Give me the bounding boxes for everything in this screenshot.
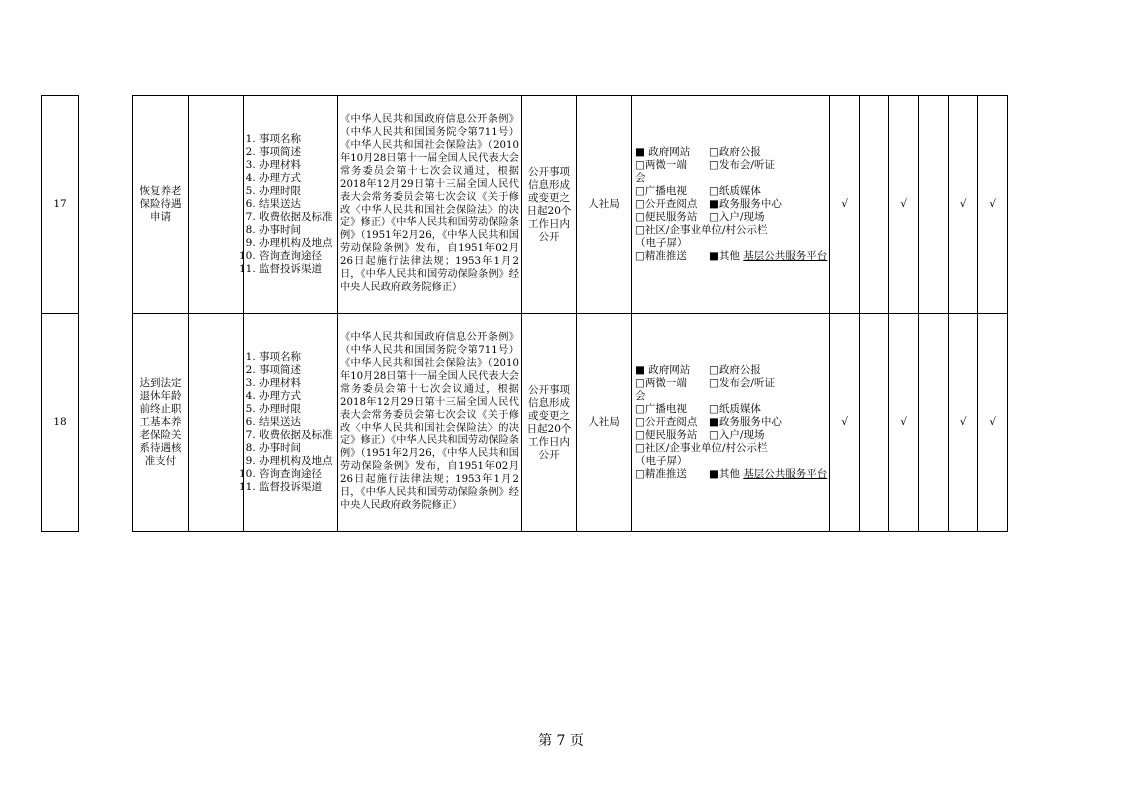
list-item: 8. 办事时间 (259, 224, 337, 237)
list-item: 9. 办理机构及地点 (259, 455, 337, 468)
channel-station: □便民服务站 (635, 211, 698, 223)
channel-reading: □公开查阅点 (635, 416, 698, 428)
channel-push: □精准推送 (635, 468, 687, 480)
list-item: 9. 办理机构及地点 (259, 237, 337, 250)
channel-center: ■政务服务中心 (709, 198, 782, 210)
check-cell: √ (949, 96, 978, 314)
channel-paper: □纸质媒体 (709, 403, 761, 415)
list-item: 8. 办事时间 (259, 442, 337, 455)
blank-cell (79, 314, 133, 532)
list-item: 7. 收费依据及标准 (259, 429, 337, 442)
disclosure-timing: 公开事项信息形成或变更之日起20个工作日内公开 (522, 96, 577, 314)
channel-push: □精准推送 (635, 250, 687, 262)
list-item: 4. 办理方式 (259, 390, 337, 403)
check-cell: √ (978, 96, 1008, 314)
responsible-dept: 人社局 (577, 96, 632, 314)
legal-basis: 《中华人民共和国政府信息公开条例》（中华人民共和国国务院令第711号）《中华人民共和国社会保险法》（2010年10月28日第十一届全国人民代表大会常务委员会第十七次会议通过，根据2018年12月29日第十三届全国人民代表大会常务委员会第七次会议《关于修改〈中华人民共和国社会保险法〉的决定》修正）《中华人民共和国劳动保险条例》（1951年2月26，《中华人民共和国劳动保险条例》发布，自1951年02月26日起施行法律法规；1953年1月2日，《中华人民共和国劳动保险条例》经中央人民政府政务院修正） (338, 314, 522, 532)
disclosure-items (244, 314, 338, 532)
channel-radio: □广播电视 (635, 185, 687, 197)
check-cell: √ (830, 96, 860, 314)
table-row (42, 96, 1008, 314)
channel-press-cont: 会 (635, 390, 646, 402)
list-item: 1. 事项名称 (259, 133, 337, 146)
channel-visit: □入户/现场 (709, 429, 765, 441)
list-item: 10. 咨询查询途径 (259, 468, 337, 481)
channel-screen: （电子屏） (635, 237, 688, 249)
disclosure-items (244, 96, 338, 314)
blank-cell (79, 96, 133, 314)
blank-cell (189, 96, 244, 314)
channel-radio: □广播电视 (635, 403, 687, 415)
item-name: 恢复养老保险待遇申请 (133, 96, 189, 314)
check-cell (860, 314, 889, 532)
channel-gazette: □政府公报 (709, 364, 761, 376)
channel-press: □发布会/听证 (709, 159, 775, 171)
page-number: 第 7 页 (538, 733, 584, 749)
disclosure-channels (632, 96, 830, 314)
list-item: 4. 办理方式 (259, 172, 337, 185)
check-cell: √ (978, 314, 1008, 532)
blank-cell (189, 314, 244, 532)
list-item: 7. 收费依据及标准 (259, 211, 337, 224)
row-number: 17 (42, 96, 79, 314)
channel-station: □便民服务站 (635, 429, 698, 441)
channel-center: ■政务服务中心 (709, 416, 782, 428)
list-item: 11. 监督投诉渠道 (259, 263, 337, 276)
channel-screen: （电子屏） (635, 455, 688, 467)
channel-other: ■其他 (709, 250, 740, 262)
channel-press: □发布会/听证 (709, 377, 775, 389)
check-cell (860, 96, 889, 314)
responsible-dept: 人社局 (577, 314, 632, 532)
list-item: 11. 监督投诉渠道 (259, 481, 337, 494)
check-cell (919, 314, 949, 532)
disclosure-channels (632, 314, 830, 532)
list-item: 5. 办理时限 (259, 403, 337, 416)
list-item: 3. 办理材料 (259, 159, 337, 172)
check-cell: √ (889, 96, 919, 314)
table-row (42, 314, 1008, 532)
channel-gazette: □政府公报 (709, 146, 761, 158)
channel-web: ■ 政府网站 (635, 146, 691, 158)
list-item: 5. 办理时限 (259, 185, 337, 198)
channel-visit: □入户/现场 (709, 211, 765, 223)
channel-board: □社区/企事业单位/村公示栏 (635, 224, 768, 236)
list-item: 3. 办理材料 (259, 377, 337, 390)
check-cell: √ (889, 314, 919, 532)
item-name: 达到法定退休年龄前终止职工基本养老保险关系待遇核准支付 (133, 314, 189, 532)
check-cell: √ (949, 314, 978, 532)
list-item: 10. 咨询查询途径 (259, 250, 337, 263)
check-cell (919, 96, 949, 314)
channel-weibo: □两微一端 (635, 159, 687, 171)
channel-press-cont: 会 (635, 172, 646, 184)
list-item: 6. 结果送达 (259, 198, 337, 211)
row-number: 18 (42, 314, 79, 532)
disclosure-timing: 公开事项信息形成或变更之日起20个工作日内公开 (522, 314, 577, 532)
channel-other: ■其他 (709, 468, 740, 480)
channel-weibo: □两微一端 (635, 377, 687, 389)
list-item: 2. 事项简述 (259, 364, 337, 377)
channel-reading: □公开查阅点 (635, 198, 698, 210)
channel-other-detail: 基层公共服务平台 (743, 468, 828, 480)
channel-paper: □纸质媒体 (709, 185, 761, 197)
list-item: 2. 事项简述 (259, 146, 337, 159)
channel-web: ■ 政府网站 (635, 364, 691, 376)
disclosure-table (41, 95, 1008, 532)
channel-board: □社区/企事业单位/村公示栏 (635, 442, 768, 454)
channel-other-detail: 基层公共服务平台 (743, 250, 828, 262)
list-item: 6. 结果送达 (259, 416, 337, 429)
check-cell: √ (830, 314, 860, 532)
legal-basis: 《中华人民共和国政府信息公开条例》（中华人民共和国国务院令第711号）《中华人民共和国社会保险法》（2010年10月28日第十一届全国人民代表大会常务委员会第十七次会议通过，根据2018年12月29日第十三届全国人民代表大会常务委员会第七次会议《关于修改〈中华人民共和国社会保险法〉的决定》修正）《中华人民共和国劳动保险条例》（1951年2月26，《中华人民共和国劳动保险条例》发布，自1951年02月26日起施行法律法规；1953年1月2日，《中华人民共和国劳动保险条例》经中央人民政府政务院修正） (338, 96, 522, 314)
list-item: 1. 事项名称 (259, 351, 337, 364)
